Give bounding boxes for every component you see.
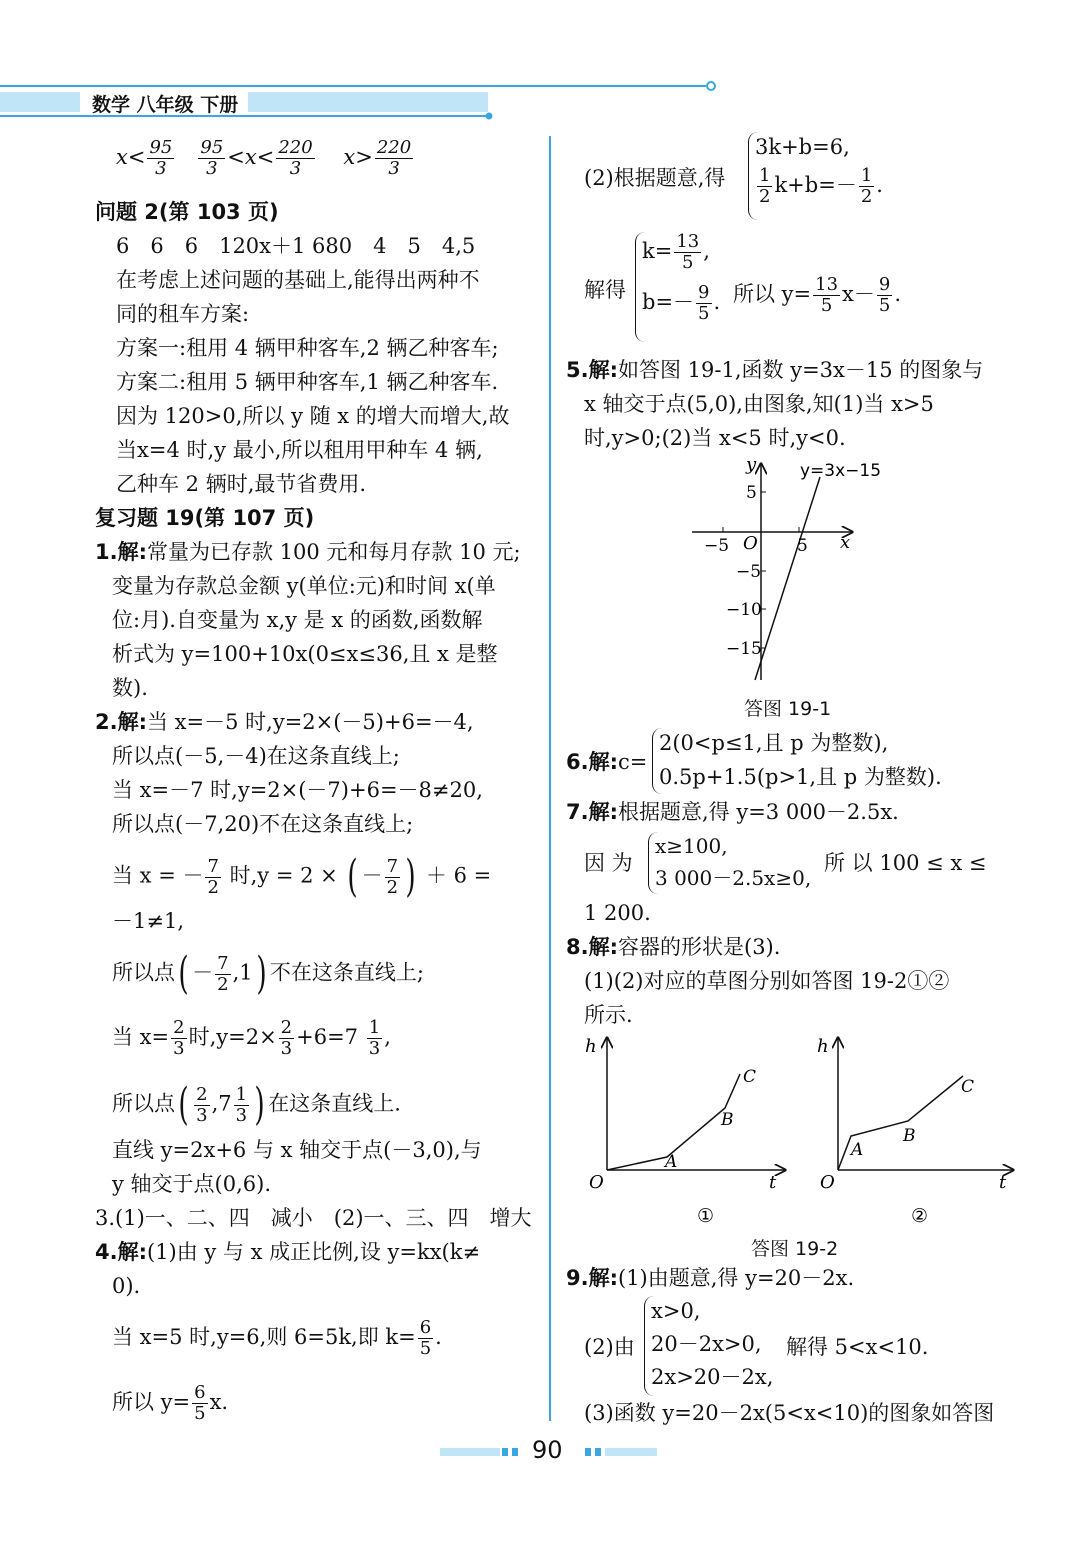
text-line: 位:月).自变量为 x,y 是 x 的函数,函数解 (112, 608, 483, 632)
answer-2: 2.解:当 x=－5 时,y=2×(－5)+6=－4, (95, 710, 474, 734)
text-line: 所以 y= $\frac{13}{5}$ x－ $\frac{9}{5}$ . (733, 274, 902, 316)
equation: 20－2x>0, (651, 1332, 762, 1356)
system-brace (644, 1296, 773, 1396)
text-line: 当 x = － $\frac{7}{2}$ 时,y = 2 × ( － $\frac{7}{2}$ ) ＋ 6 = (112, 851, 492, 902)
text-line: 当 x= $\frac{2}{3}$ 时,y=2× $\frac{2}{3}$ +6=7 $\frac{1}{3}$ , (112, 1017, 391, 1059)
inequality-line: x< $\frac{95}{3}$ $\frac{95}{3}$ <x< $\frac{220}{3}$ x> $\frac{220}{3}$ (116, 137, 412, 179)
text-line: x 轴交于点(5,0),由图象,知(1)当 x>5 (584, 392, 934, 416)
line-graph (755, 477, 820, 680)
figure-caption: 答图 19-2 (751, 1238, 839, 1260)
answer-8: 8.解:容器的形状是(3). (566, 935, 781, 959)
review-heading: 复习题 19(第 107 页) (95, 506, 315, 530)
column-divider (549, 136, 551, 1421)
text-line: 同的租车方案: (116, 302, 250, 326)
graph-2 (817, 1036, 1013, 1227)
answer-5: 5.解:如答图 19-1,函数 y=3x－15 的图象与 (566, 358, 984, 382)
tick-label: −5 (736, 562, 762, 582)
text-line: 析式为 y=100+10x(0≤x≤36,且 x 是整 (112, 642, 498, 666)
problem2-heading: 问题 2(第 103 页) (95, 200, 279, 224)
h-label: h (817, 1036, 829, 1057)
text-line: 方案一:租用 4 辆甲种客车,2 辆乙种客车; (116, 336, 499, 360)
sub-caption: ② (911, 1205, 929, 1227)
text-line: 当 x=5 时,y=6,则 6=5k,即 k= $\frac{6}{5}$ . (112, 1317, 442, 1359)
y-label: y (746, 454, 757, 475)
t-label: t (999, 1172, 1007, 1193)
inequality-brace (648, 832, 811, 894)
text-line: 所以 y= $\frac{6}{5}$ x. (112, 1382, 229, 1424)
h-label: h (585, 1036, 597, 1057)
origin-label: O (820, 1172, 835, 1193)
header-title: 数学 八年级 下册 (92, 94, 239, 116)
point-a-label: A (665, 1152, 678, 1172)
text-line: (2)由 (584, 1335, 635, 1359)
text-line: 所示. (584, 1003, 633, 1027)
point-b-label: B (903, 1126, 916, 1146)
tick-label: −5 (704, 536, 730, 556)
equation: 3 000－2.5x≥0, (655, 866, 812, 890)
text-line: 在考虑上述问题的基础上,能得出两种不 (116, 268, 480, 292)
point-a-label: A (851, 1140, 864, 1160)
answer-7: 7.解:根据题意,得 y=3 000－2.5x. (566, 800, 899, 824)
origin-label: O (743, 533, 758, 554)
text-line: －1≠1, (112, 909, 184, 933)
answer-9: 9.解:(1)由题意,得 y=20－2x. (566, 1266, 855, 1290)
page-number: 90 (532, 1436, 563, 1464)
sub-caption: ① (697, 1205, 715, 1227)
text-line: 所 以 100 ≤ x ≤ (824, 851, 987, 875)
text-line: 直线 y=2x+6 与 x 轴交于点(－3,0),与 (112, 1138, 482, 1162)
point-b-label: B (721, 1110, 734, 1130)
tick-label: −10 (726, 600, 762, 620)
text-line: 方案二:租用 5 辆甲种客车,1 辆乙种客车. (116, 370, 499, 394)
text-line: 所以点( － $\frac{7}{2}$ ,1) 不在这条直线上; (112, 948, 424, 999)
answer-4: 4.解:(1)由 y 与 x 成正比例,设 y=kx(k≠ (95, 1240, 481, 1264)
text-line: 时,y>0;(2)当 x<5 时,y<0. (584, 426, 846, 450)
text-line: (2)根据题意,得 (584, 166, 726, 190)
text-line: 因为 120>0,所以 y 随 x 的增大而增大,故 (116, 404, 510, 428)
text-line: 因 为 (584, 851, 633, 875)
graph-1 (585, 1036, 785, 1227)
text-line: 当 x=－7 时,y=2×(－7)+6=－8≠20, (112, 778, 483, 802)
t-label: t (769, 1172, 777, 1193)
equation: x>0, (651, 1299, 701, 1323)
text-line: 1 200. (584, 901, 651, 925)
answer-1: 1.解:常量为已存款 100 元和每月存款 10 元; (95, 540, 521, 564)
equation: 2(0<p≤1,且 p 为整数), (659, 731, 889, 755)
answer-6: 6.解:c= (566, 750, 648, 774)
text-line: 所以点(－5,－4)在这条直线上; (112, 744, 400, 768)
text-line: 当x=4 时,y 最小,所以租用甲种车 4 辆, (116, 438, 483, 462)
point-c-label: C (743, 1067, 757, 1087)
equation: 3k+b=6, (755, 135, 850, 159)
text-line: (3)函数 y=20－2x(5<x<10)的图象如答图 (584, 1401, 995, 1425)
tick-label: 5 (746, 483, 757, 503)
equation: k= $\frac{13}{5}$ , (642, 231, 710, 273)
tick-label: 5 (797, 536, 808, 556)
text-line: y 轴交于点(0,6). (112, 1172, 271, 1196)
text-line: 所以点( $\frac{2}{3}$ ,7 $\frac{1}{3}$ ) 在这条直线上. (112, 1079, 401, 1130)
text-line: 乙种车 2 辆时,最节省费用. (116, 472, 367, 496)
tick-label: −15 (726, 639, 762, 659)
problem2-values: 6 6 6 120x＋1 680 4 5 4,5 (116, 234, 476, 258)
equation: b=－ $\frac{9}{5}$ . (642, 282, 721, 324)
line-label: y=3x−15 (800, 461, 882, 481)
x-label: x (840, 532, 851, 553)
figure-caption: 答图 19-1 (744, 698, 832, 720)
text-line: 变量为存款总金额 y(单位:元)和时间 x(单 (112, 574, 496, 598)
equation: 0.5p+1.5(p>1,且 p 为整数). (659, 765, 942, 789)
origin-label: O (589, 1172, 604, 1193)
text-line: 0). (112, 1274, 141, 1298)
text-line: 解得 5<x<10. (786, 1335, 929, 1359)
equation: 2x>20－2x, (651, 1365, 774, 1389)
equation: x≥100, (655, 834, 728, 858)
piecewise-brace (652, 728, 942, 794)
answer-3: 3.(1)一、二、四 减小 (2)一、三、四 增大 (95, 1206, 532, 1230)
point-c-label: C (961, 1077, 975, 1097)
equation: $\frac{1}{2}$ k+b=－ $\frac{1}{2}$ . (759, 165, 883, 207)
figure-19-1 (680, 452, 900, 687)
solution-brace (635, 232, 720, 342)
text-line: (1)(2)对应的草图分别如答图 19-2①② (584, 969, 950, 993)
figure-19-2 (585, 1030, 1025, 1230)
text-line: 数). (112, 676, 148, 700)
text-line: 所以点(－7,20)不在这条直线上; (112, 812, 414, 836)
system-brace (748, 132, 883, 220)
text-line: 解得 (584, 278, 626, 302)
